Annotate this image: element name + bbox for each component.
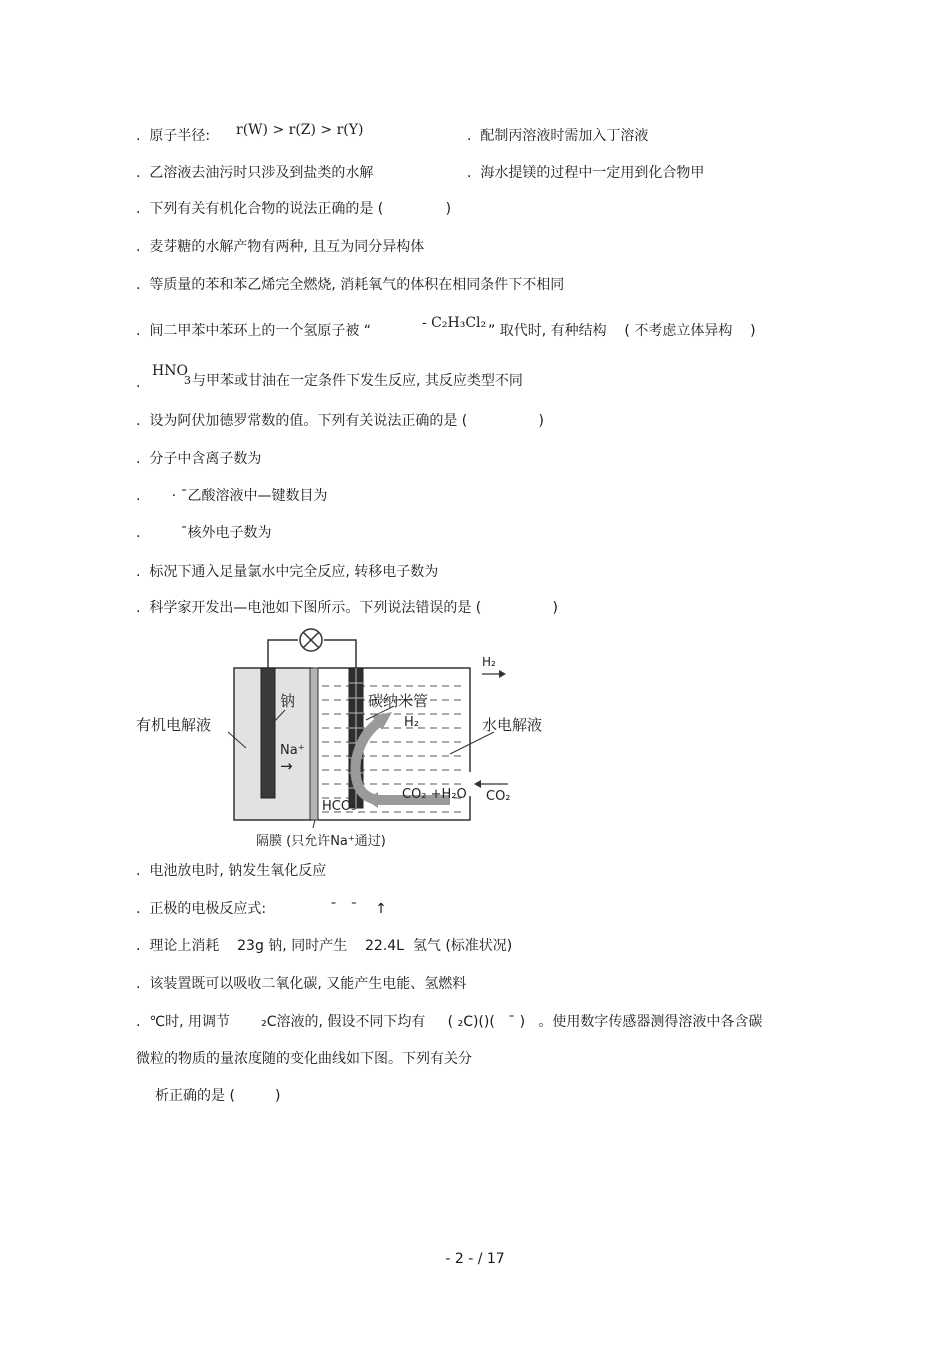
question-stem: . 设为阿伏加德罗常数的值。下列有关说法正确的是 ( ) [136, 413, 544, 429]
page-number: - 2 - / 17 [445, 1251, 505, 1267]
radius-formula: r(W) > r(Z) > r(Y) [236, 122, 364, 138]
option-line: . 标况下通入足量氯水中完全反应, 转移电子数为 [136, 564, 439, 580]
option-line: . · ¯乙酸溶液中—键数目为 [136, 488, 328, 504]
carbon-nanotube-label: 碳纳米管 [368, 692, 429, 710]
option-line: . 海水提镁的过程中一定用到化合物甲 [467, 165, 705, 181]
lamp-icon [300, 629, 322, 651]
option-line: . ¯核外电子数为 [136, 525, 272, 541]
option-line: . 配制丙溶液时需加入丁溶液 [467, 128, 649, 144]
option-line: . 理论上消耗 23g 钠, 同时产生 22.4L 氢气 (标准状况) [136, 938, 513, 954]
na-ion-label: Na⁺ [280, 743, 305, 758]
membrane [310, 668, 318, 820]
option-line: ” 取代时, 有种结构 ( 不考虑立体异构 ) [488, 323, 756, 339]
h2-out-label: H₂ [482, 655, 496, 669]
circuit-wire [268, 640, 298, 668]
battery-diagram [130, 628, 560, 853]
hco3-label: HCO₃⁻ [322, 799, 364, 814]
question-stem: 析正确的是 ( ) [155, 1088, 281, 1104]
co2-h2o-label: CO₂ +H₂O [402, 787, 467, 802]
question-stem: 微粒的物质的量浓度随的变化曲线如下图。下列有关分 [136, 1051, 472, 1067]
circuit-wire [324, 640, 356, 668]
co2-in-label: CO₂ [486, 789, 511, 804]
option-line: . 乙溶液去油污时只涉及到盐类的水解 [136, 165, 374, 181]
substituent-formula: - C₂H₃Cl₂ [422, 315, 487, 331]
sodium-electrode [261, 668, 275, 798]
question-stem: . ℃时, 用调节 ₂C溶液的, 假设不同下均有 ( ₂C)()( ¯ ) 。使用数字传感器测得溶液中各含碳 [136, 1014, 763, 1030]
organic-electrolyte-label: 有机电解液 [136, 716, 212, 734]
question-stem: . 科学家开发出—电池如下图所示。下列说法错误的是 ( ) [136, 600, 558, 616]
option-line: . 原子半径: [136, 128, 211, 144]
h2-out-arrowhead [499, 670, 506, 678]
leader-line [313, 820, 315, 828]
option-line: . 电池放电时, 钠发生氧化反应 [136, 863, 327, 879]
co2-in-arrowhead [474, 780, 481, 788]
nitric-acid-subscript: 3 [184, 374, 191, 387]
na-ion-arrow: → [280, 757, 293, 775]
option-line: . 该装置既可以吸收二氧化碳, 又能产生电能、氢燃料 [136, 976, 467, 992]
option-line: 与甲苯或甘油在一定条件下发生反应, 其反应类型不同 [192, 373, 523, 389]
question-stem: . 下列有关有机化合物的说法正确的是 ( ) [136, 201, 452, 217]
option-line: . 正极的电极反应式: [136, 901, 267, 917]
nitric-acid-formula: HNO [152, 363, 188, 379]
option-line: . 麦芽糖的水解产物有两种, 且互为同分异构体 [136, 239, 425, 255]
electrode-equation-fragment: ¯ ¯ ↑ [330, 901, 387, 917]
option-dot: . [136, 375, 141, 391]
water-electrolyte-label: 水电解液 [482, 716, 543, 734]
option-line: . 间二甲苯中苯环上的一个氢原子被 “ [136, 323, 372, 339]
option-line: . 分子中含离子数为 [136, 451, 262, 467]
h2-inner-label: H₂ [404, 715, 419, 730]
option-line: . 等质量的苯和苯乙烯完全燃烧, 消耗氧气的体积在相同条件下不相同 [136, 277, 565, 293]
leader-line [450, 732, 494, 754]
membrane-label: 隔膜 (只允许Na⁺通过) [256, 834, 386, 849]
sodium-label: 钠 [280, 692, 296, 710]
